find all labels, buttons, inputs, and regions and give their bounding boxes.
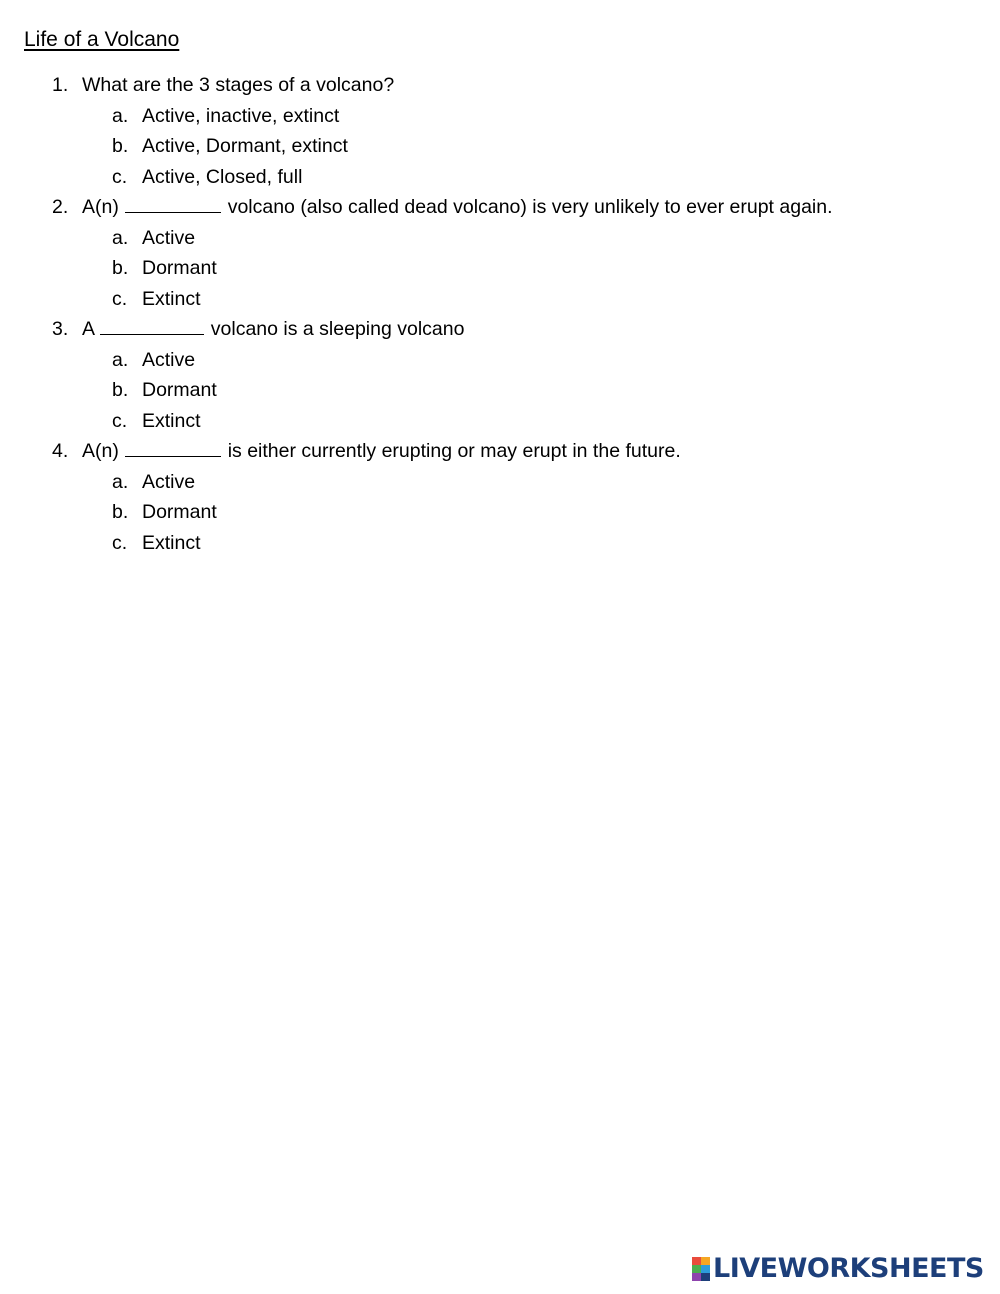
question-number: 3. (52, 318, 69, 340)
option-letter: c. (112, 165, 128, 188)
answer-blank[interactable] (100, 314, 204, 335)
option-text: Active, inactive, extinct (142, 104, 340, 127)
option-text: Active (142, 226, 196, 249)
question-1 (0, 70, 1000, 101)
option-2a[interactable] (0, 223, 1000, 254)
option-3c[interactable] (0, 406, 1000, 437)
option-4b[interactable] (0, 497, 1000, 528)
option-text: Extinct (142, 409, 201, 432)
question-suffix: is either currently erupting or may erupt in the future. (227, 440, 681, 462)
question-text (82, 314, 464, 345)
question-3 (0, 314, 1000, 345)
option-4a[interactable] (0, 467, 1000, 498)
question-2 (0, 192, 1000, 223)
question-number: 1. (52, 74, 69, 96)
option-text: Dormant (142, 501, 217, 523)
question-number: 4. (52, 440, 69, 462)
question-prefix: What are the 3 stages of a volcano? (82, 74, 395, 96)
liveworksheets-logo (692, 1254, 984, 1284)
option-letter: a. (112, 226, 129, 249)
question-suffix: volcano is a sleeping volcano (210, 318, 465, 340)
option-3b[interactable] (0, 375, 1000, 406)
answer-blank[interactable] (125, 436, 221, 457)
logo-mark-icon (692, 1257, 710, 1281)
question-list (0, 70, 1000, 558)
option-letter: a. (112, 348, 129, 371)
option-letter: b. (112, 379, 129, 401)
option-letter: a. (112, 104, 129, 127)
question-prefix: A(n) (82, 440, 119, 462)
option-letter: b. (112, 135, 129, 157)
option-letter: c. (112, 531, 128, 554)
logo-text: LIVEWORKSHEETS (713, 1253, 984, 1284)
logo-block (692, 1257, 701, 1265)
option-text: Dormant (142, 257, 217, 279)
option-letter: c. (112, 409, 128, 432)
worksheet-title: Life of a Volcano (24, 28, 180, 51)
option-letter: a. (112, 470, 129, 493)
option-2c[interactable] (0, 284, 1000, 315)
logo-block (701, 1257, 710, 1265)
option-text: Extinct (142, 531, 201, 554)
option-letter: b. (112, 501, 129, 523)
option-1c[interactable] (0, 162, 1000, 193)
question-text (82, 436, 681, 467)
option-4c[interactable] (0, 528, 1000, 559)
option-text: Dormant (142, 379, 217, 401)
question-prefix: A(n) (82, 196, 119, 218)
question-4 (0, 436, 1000, 467)
logo-block (692, 1265, 701, 1273)
option-text: Active (142, 470, 196, 493)
option-2b[interactable] (0, 253, 1000, 284)
option-letter: c. (112, 287, 128, 310)
question-text (82, 70, 394, 101)
option-text: Active (142, 348, 196, 371)
question-suffix: volcano (also called dead volcano) is very unlikely to ever erupt again. (227, 196, 833, 218)
option-text: Active, Closed, full (142, 165, 303, 188)
question-prefix: A (82, 318, 94, 340)
option-1a[interactable] (0, 101, 1000, 132)
option-text: Active, Dormant, extinct (142, 135, 348, 157)
question-text (82, 192, 833, 223)
option-text: Extinct (142, 287, 201, 310)
logo-block (701, 1273, 710, 1281)
option-1b[interactable] (0, 131, 1000, 162)
option-letter: b. (112, 257, 129, 279)
logo-block (692, 1273, 701, 1281)
answer-blank[interactable] (125, 192, 221, 213)
logo-block (701, 1265, 710, 1273)
option-3a[interactable] (0, 345, 1000, 376)
question-number: 2. (52, 196, 69, 218)
